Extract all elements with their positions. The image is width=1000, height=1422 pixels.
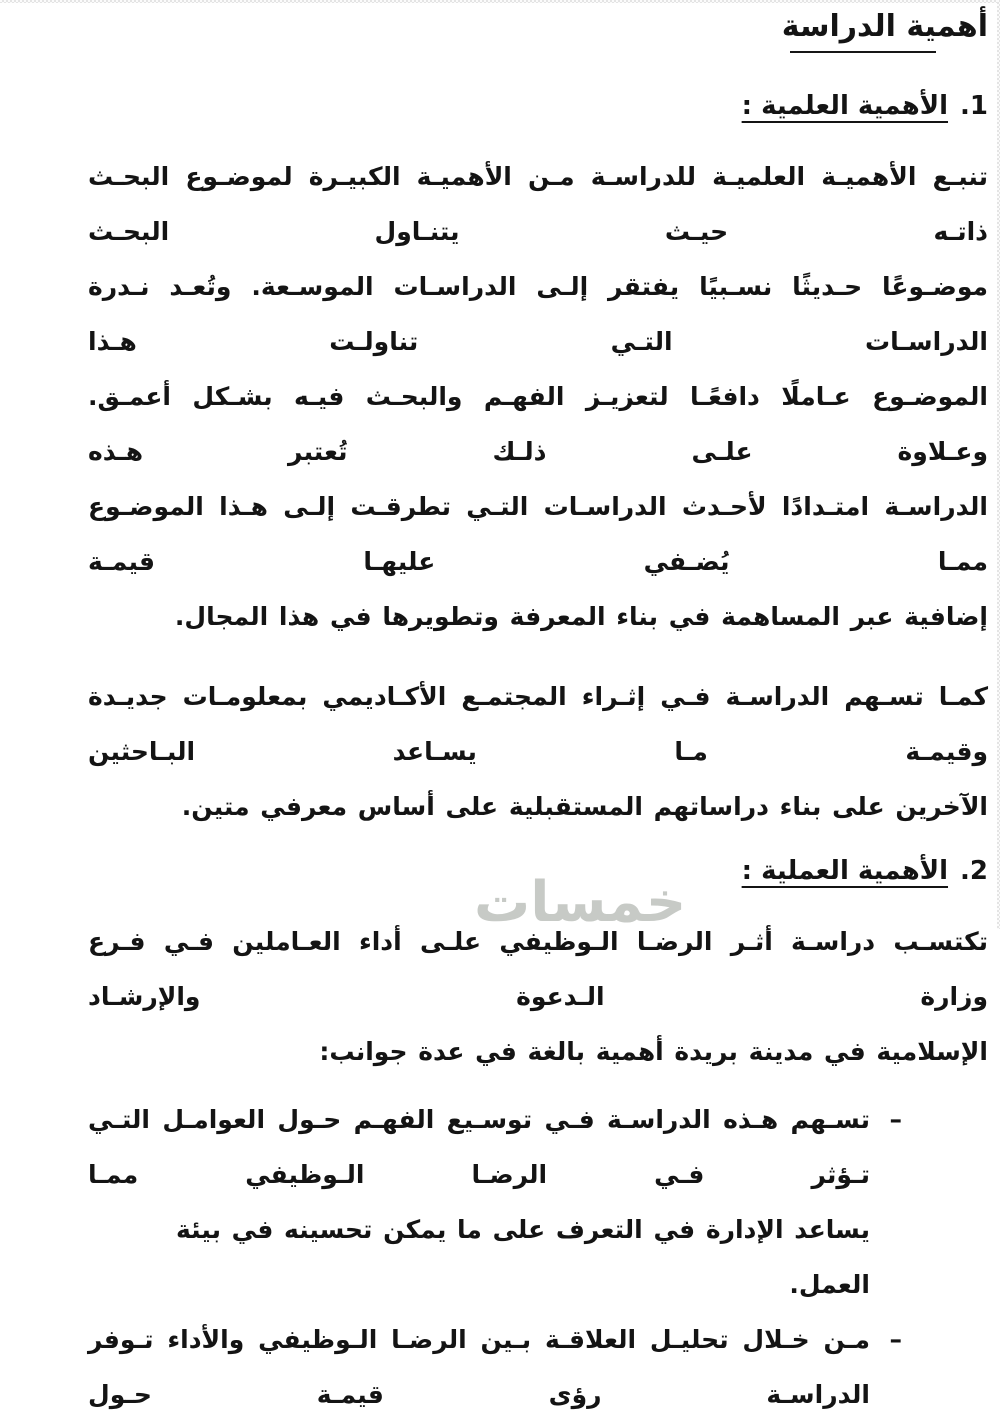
dash-marker: – [889, 1325, 902, 1354]
item-label: الأهمية العملية : [741, 856, 949, 886]
document-content [88, 6, 988, 1422]
item-label: الأهمية العلمية : [741, 91, 949, 121]
text-line: الموضـوع عـاملًا دافعًـا لتعزيـز الفهـم والبحـث فيـه بشـكل أعمـق. وعـلاوة علـى ذلـك تُعتبر هـذه [88, 382, 988, 466]
text-line: كمـا تسـهم الدراسـة فـي إثـراء المجتمـع الأكـاديمي بمعلومـات جديـدة وقيمـة مـا يسـاعد البـاحثين [88, 682, 988, 766]
text-line: الآخرين على بناء دراساتهم المستقبلية على أساس معرفي متين. [181, 792, 988, 821]
paragraph-3 [88, 914, 988, 1079]
paragraph-2 [88, 669, 988, 834]
text-line: مـن خـلال تحليـل العلاقـة بـين الرضـا الـوظيفي والأداء تـوفر الدراسـة رؤى قيمـة حـول [88, 1325, 870, 1409]
text-line: الإسلامية في مدينة بريدة أهمية بالغة في عدة جوانب: [319, 1037, 988, 1066]
bullet-item-1 [88, 1092, 902, 1312]
item-number: 2. [960, 856, 988, 886]
top-edge-artifact [0, 0, 1000, 3]
khamsat-watermark: خمسات [474, 870, 687, 935]
text-line: يساعد الإدارة في التعرف على ما يمكن تحسينه في بيئة العمل. [176, 1215, 870, 1299]
numbered-heading-1 [88, 89, 988, 123]
dash-marker: – [889, 1105, 902, 1134]
text-line: تسـهم هـذه الدراسـة فـي توسـيع الفهـم حـول العوامـل التـي تـؤثر فـي الرضـا الـوظيفي ممـا [88, 1105, 870, 1189]
bullet-list [88, 1092, 988, 1422]
item-number: 1. [960, 91, 988, 121]
bullet-text [88, 1312, 870, 1422]
text-line: إضافية عبر المساهمة في بناء المعرفة وتطويرها في هذا المجال. [174, 602, 988, 631]
document-title: أهمية الدراسة [781, 9, 988, 44]
text-line: تكتسـب دراسـة أثـر الرضـا الـوظيفي علـى أداء العـاملين فـي فـرع وزارة الـدعوة والإرشـاد [88, 927, 988, 1011]
bullet-item-2 [88, 1312, 902, 1422]
bullet-text [88, 1092, 870, 1312]
text-line: تنبـع الأهميـة العلميـة للدراسـة مـن الأهميـة الكبيـرة لموضـوع البحـث ذاتـه حيـث يتنـاول البحـث [88, 162, 988, 246]
text-line: موضـوعًا حـديثًا نسـبيًا يفتقر إلـى الدراسـات الموسـعة. وتُعـد نـدرة الدراسـات التـي تناولـت هـذا [88, 272, 988, 356]
paragraph-1 [88, 149, 988, 644]
numbered-heading-2 [88, 854, 988, 888]
text-line: الدراسـة امتـدادًا لأحـدث الدراسـات التـي تطرقـت إلـى هـذا الموضـوع ممـا يُضـفي عليهـا قيمـة [88, 492, 988, 576]
title-underline [790, 51, 936, 53]
title-block [88, 6, 988, 53]
